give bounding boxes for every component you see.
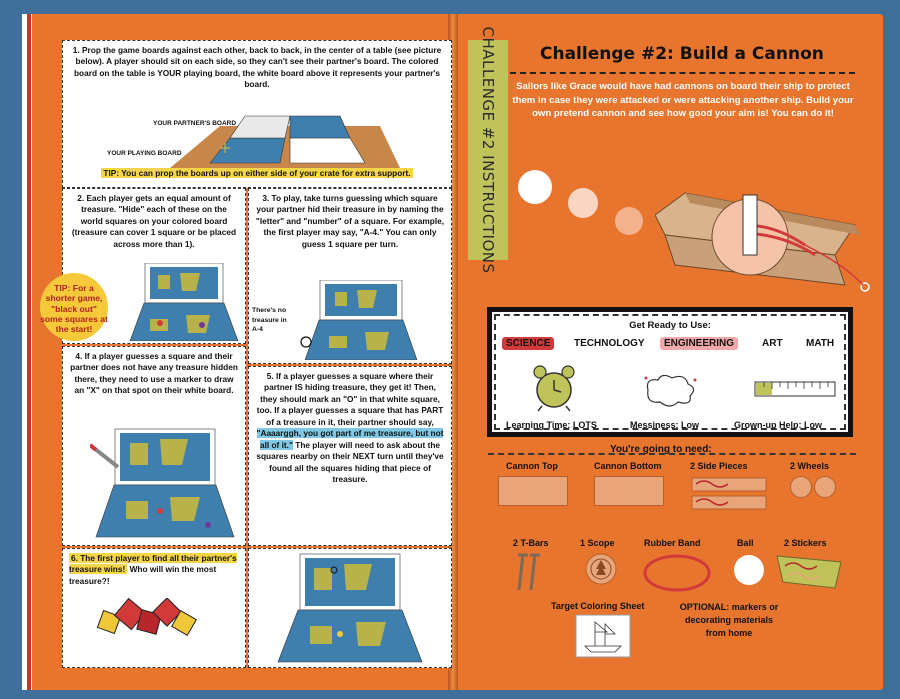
step-4-text: 4. If a player guesses a square and their partner does not have any treasure hidden there, they need to use a marker to draw an "X" on that spot on their white board. bbox=[70, 351, 238, 396]
step-4-board-illustration bbox=[90, 425, 240, 540]
partners-board-label: YOUR PARTNER'S BOARD bbox=[153, 120, 237, 127]
step-5-text-a: 5. If a player guesses a square where their partner IS hiding treasure, they get it! Then, they should mark an "O" in that white square, too. If a player guesses a square that has PART of a treasure in it, their partner should say, bbox=[256, 371, 444, 427]
scope-illustration bbox=[584, 552, 618, 586]
step-5-panel bbox=[248, 366, 452, 546]
subject-math: MATH bbox=[806, 338, 835, 349]
get-ready-title: Get Ready to Use: bbox=[629, 320, 711, 331]
need-title: You're going to need: bbox=[610, 444, 712, 455]
challenge-title: Challenge #2: Build a Cannon bbox=[540, 44, 824, 64]
splat-icon bbox=[640, 370, 700, 410]
ruler-icon bbox=[754, 378, 836, 400]
cannon-top-piece bbox=[498, 476, 568, 506]
step-6-highlight: 6. The first player to find all their partner's treasure wins! bbox=[69, 553, 237, 575]
ball-illustration bbox=[734, 555, 764, 585]
wheel-2 bbox=[814, 476, 836, 498]
your-board-label: YOUR PLAYING BOARD bbox=[107, 150, 182, 157]
step-2-board-illustration bbox=[120, 263, 245, 341]
messiness: Messiness: Low bbox=[630, 420, 700, 430]
vertical-title bbox=[468, 26, 508, 274]
item-stickers: 2 Stickers bbox=[784, 538, 827, 548]
vertical-title-text: CHALLENGE #2 INSTRUCTIONS bbox=[479, 26, 497, 274]
item-cannon-top: Cannon Top bbox=[506, 461, 558, 471]
item-cannon-bottom: Cannon Bottom bbox=[594, 461, 662, 471]
intro-text: Sailors like Grace would have had cannons on board their ship to protect them in case they were attacked or were attacking another ship. Build your own pretend cannon and see how good your aim is! You can do it! bbox=[512, 81, 854, 120]
grownup-help: Grown-up Help: Low bbox=[734, 420, 822, 430]
subject-art: ART bbox=[762, 338, 783, 349]
title-divider bbox=[510, 72, 855, 74]
step-2-text: 2. Each player gets an equal amount of treasure. "Hide" each of these on the world squares on your colored board (treasure can cover 1 square or be placed across more than 1). bbox=[71, 193, 237, 249]
step-6-text: Who will win the most treasure?! bbox=[69, 564, 217, 586]
step-3-text: 3. To play, take turns guessing which square your partner hid their treasure in by naming the "letter" and "number" of a square. For example, the first player may say, "A-4." You can only guess 1 square per turn. bbox=[255, 193, 445, 249]
step-5-quote: "Aaaarggh, you got part of me treasure, but not all of it." bbox=[256, 428, 444, 450]
stickers-illustration bbox=[775, 552, 845, 592]
t-bars-illustration bbox=[515, 552, 545, 592]
item-scope: 1 Scope bbox=[580, 538, 615, 548]
learning-time: Learning Time: LOTS bbox=[506, 420, 597, 430]
ball-trail-2 bbox=[568, 188, 598, 218]
step-3-board-illustration bbox=[295, 280, 425, 360]
step-1-boards-illustration bbox=[150, 108, 410, 170]
side-pieces-illustration bbox=[690, 475, 768, 513]
item-target-sheet: Target Coloring Sheet bbox=[551, 601, 645, 611]
tip-bar-text: TIP: You can prop the boards up on either side of your crate for extra support. bbox=[103, 168, 411, 178]
cannon-illustration bbox=[655, 175, 875, 295]
need-divider bbox=[488, 453, 856, 455]
step-1-text: 1. Prop the game boards against each other, back to back, in the center of a table (see picture below). A player should sit on each side, so they can't see their partner's board. The colored board on the table is YOUR playing board, the white board above it represents your partner's board. bbox=[72, 45, 442, 90]
tip-circle: TIP: For a shorter game, "black out" some squares at the start! bbox=[40, 273, 108, 341]
step-5-board-illustration bbox=[270, 550, 435, 665]
wheel-1 bbox=[790, 476, 812, 498]
get-ready-box bbox=[487, 307, 853, 437]
item-rubber-band: Rubber Band bbox=[644, 538, 701, 548]
item-wheels: 2 Wheels bbox=[790, 461, 830, 471]
treasure-gems-illustration bbox=[95, 598, 205, 643]
tip-bar bbox=[62, 165, 452, 185]
ball-trail-3 bbox=[615, 207, 643, 235]
alarm-clock-icon bbox=[532, 362, 576, 412]
ball-trail-1 bbox=[518, 170, 552, 204]
target-sheet-illustration bbox=[575, 614, 631, 658]
no-treasure-label: There's no treasure in A-4 bbox=[252, 307, 287, 334]
subject-technology: TECHNOLOGY bbox=[574, 338, 645, 349]
rubber-band-illustration bbox=[642, 553, 712, 593]
cannon-bottom-piece bbox=[594, 476, 664, 506]
item-ball: Ball bbox=[737, 538, 754, 548]
page-edge-red bbox=[27, 14, 31, 690]
subject-science: SCIENCE bbox=[502, 337, 554, 350]
item-side-pieces: 2 Side Pieces bbox=[690, 461, 748, 471]
optional-materials: OPTIONAL: markers or decorating materials from home bbox=[679, 602, 779, 639]
step-5-text-b: The player will need to ask about the squares nearby on their NEXT turn until they've found all the squares hiding that piece of treasure. bbox=[256, 439, 444, 484]
item-t-bars: 2 T-Bars bbox=[513, 538, 549, 548]
subject-engineering: ENGINEERING bbox=[660, 337, 738, 350]
